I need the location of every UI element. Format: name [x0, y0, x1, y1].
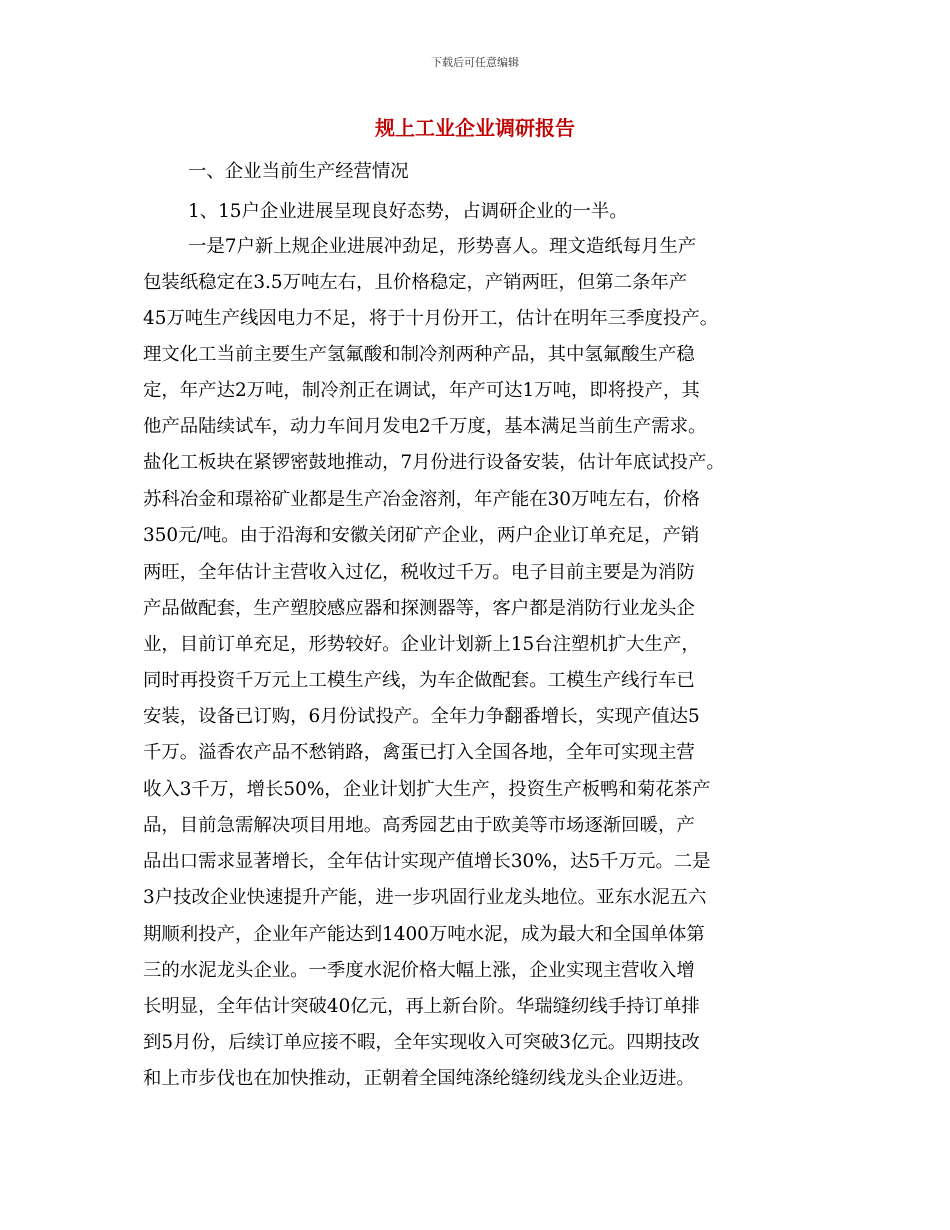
paragraph-line: 到5月份，后续订单应接不暇，全年实现收入可突破3亿元。四期技改	[143, 1032, 700, 1053]
paragraph-line: 盐化工板块在紧锣密鼓地推动，7月份进行设备安装，估计年底试投产。	[143, 452, 725, 473]
paragraph-line: 三的水泥龙头企业。一季度水泥价格大幅上涨，企业实现主营收入增	[143, 960, 695, 981]
paragraph-line: 安装，设备已订购，6月份试投产。全年力争翻番增长，实现产值达5	[143, 706, 700, 727]
paragraph-line: 包装纸稳定在3.5万吨左右，且价格稳定，产销两旺，但第二条年产	[143, 272, 688, 293]
paragraph-line: 他产品陆续试车，动力车间月发电2千万度，基本满足当前生产需求。	[143, 416, 707, 437]
paragraph-line: 一是7户新上规企业进展冲劲足，形势喜人。理文造纸每月生产	[188, 236, 697, 257]
paragraph-line: 定，年产达2万吨，制冷剂正在调试，年产可达1万吨，即将投产，其	[143, 380, 700, 401]
paragraph-line: 45万吨生产线因电力不足，将于十月份开工，估计在明年三季度投产。	[143, 308, 719, 329]
paragraph-line: 收入3千万，增长50%，企业计划扩大生产，投资生产板鸭和菊花茶产	[143, 779, 711, 800]
paragraph-line: 业，目前订单充足，形势较好。企业计划新上15台注塑机扩大生产，	[143, 634, 700, 655]
paragraph-line: 期顺利投产，企业年产能达到1400万吨水泥，成为最大和全国单体第	[143, 924, 705, 945]
paragraph-line: 3户技改企业快速提升产能，进一步巩固行业龙头地位。亚东水泥五六	[143, 887, 707, 908]
paragraph-line: 同时再投资千万元上工模生产线，为车企做配套。工模生产线行车已	[143, 670, 695, 691]
paragraph-line: 产品做配套，生产塑胶感应器和探测器等，客户都是消防行业龙头企	[143, 598, 695, 619]
section-heading: 一、企业当前生产经营情况	[188, 161, 409, 182]
paragraph-line: 苏科冶金和璟裕矿业都是生产冶金溶剂，年产能在30万吨左右，价格	[143, 489, 700, 510]
paragraph-line: 品出口需求显著增长，全年估计实现产值增长30%，达5千万元。二是	[143, 851, 711, 872]
paragraph-line: 理文化工当前主要生产氢氟酸和制冷剂两种产品，其中氢氟酸生产稳	[143, 344, 695, 365]
paragraph-line: 1、15户企业进展呈现良好态势，占调研企业的一半。	[188, 201, 628, 222]
paragraph-line: 和上市步伐也在加快推动，正朝着全国纯涤纶缝纫线龙头企业迈进。	[143, 1068, 695, 1089]
paragraph-line: 品，目前急需解决项目用地。高秀园艺由于欧美等市场逐渐回暖，产	[143, 815, 695, 836]
document-title: 规上工业企业调研报告	[375, 116, 575, 140]
paragraph-line: 两旺，全年估计主营收入过亿，税收过千万。电子目前主要是为消防	[143, 562, 695, 583]
paragraph-line: 长明显，全年估计突破40亿元，再上新台阶。华瑞缝纫线手持订单排	[143, 996, 700, 1017]
paragraph-line: 千万。溢香农产品不愁销路，禽蛋已打入全国各地，全年可实现主营	[143, 742, 695, 763]
paragraph-line: 350元/吨。由于沿海和安徽关闭矿产企业，两户企业订单充足，产销	[143, 525, 700, 546]
header-note: 下载后可任意编辑	[431, 56, 519, 69]
